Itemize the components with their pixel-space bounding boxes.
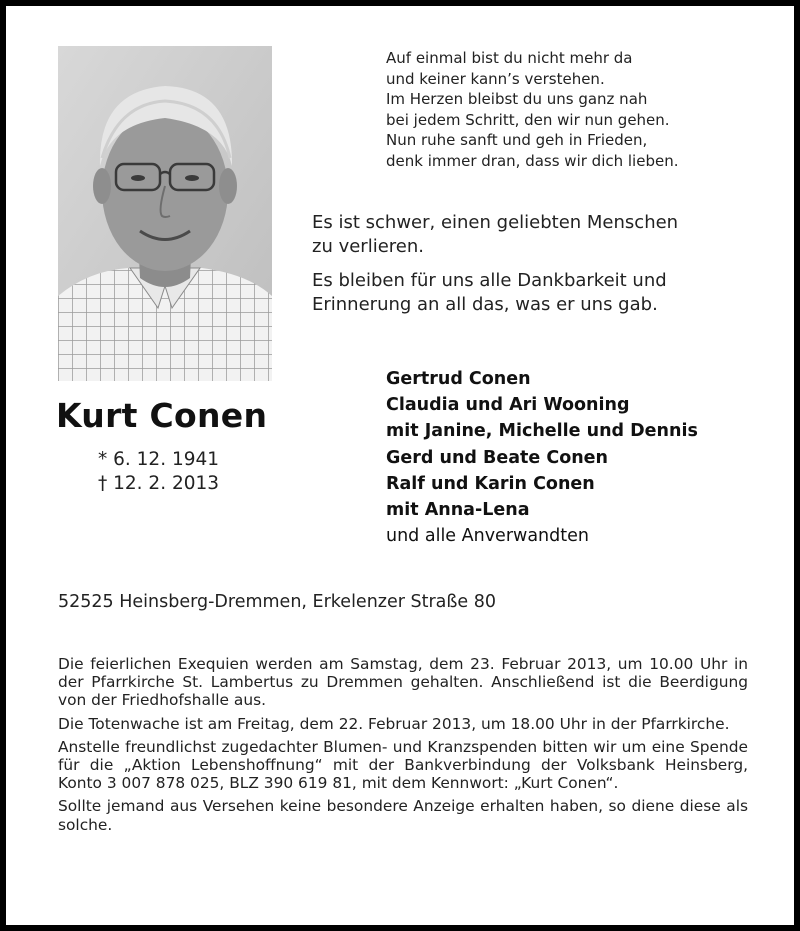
notice-paragraph: Sollte jemand aus Versehen keine besondere Anzeige erhalten haben, so diene diese als solche. <box>58 797 748 834</box>
quote-paragraph <box>312 211 678 259</box>
poem-line: denk immer dran, dass wir dich lieben. <box>386 151 679 170</box>
portrait-image <box>58 46 272 381</box>
mourner-entry: mit Anna-Lena <box>386 500 530 521</box>
notice-paragraph: Die Totenwache ist am Freitag, dem 22. Februar 2013, um 18.00 Uhr in der Pfarrkirche. <box>58 714 730 733</box>
obituary-notice <box>6 6 794 925</box>
notice-paragraph: Die feierlichen Exequien werden am Samstag, dem 23. Februar 2013, um 10.00 Uhr in der Pfarrkirche St. Lambertus zu Dremmen gehalten. Anschließend ist die Beerdigung von der Friedhofshalle aus. <box>58 655 748 710</box>
quote-paragraph <box>312 269 678 317</box>
birth-date: * 6. 12. 1941 <box>98 449 220 470</box>
poem-line: Auf einmal bist du nicht mehr da <box>386 49 633 67</box>
funeral-details <box>58 655 748 839</box>
poem-line: Im Herzen bleibst du uns ganz nah <box>386 90 648 108</box>
quote-line: Es ist schwer, einen geliebten Menschen <box>312 212 679 233</box>
poem-line: Nun ruhe sanft und geh in Frieden, <box>386 131 648 149</box>
quote-line: Es bleiben für uns alle Dankbarkeit und <box>312 270 667 291</box>
deceased-name: Kurt Conen <box>56 396 268 435</box>
mourner-entry: Gerd und Beate Conen <box>386 447 609 468</box>
condolence-quote <box>312 211 678 327</box>
poem-line: und keiner kann’s verstehen. <box>386 69 605 88</box>
memorial-poem <box>386 48 678 171</box>
notice-paragraph: Anstelle freundlichst zugedachter Blumen- und Kranzspenden bitten wir um eine Spende für die „Aktion Lebenshoffnung“ mit der Bankverbindung der Volksbank Heinsberg, Konto 3 007 878 025, BLZ 390 619 81, mit dem Kennwort: „Kurt Conen“. <box>58 737 748 793</box>
mourner-relatives: und alle Anverwandten <box>386 526 589 547</box>
quote-line: zu verlieren. <box>312 236 424 257</box>
poem-line: bei jedem Schritt, den wir nun gehen. <box>386 110 670 129</box>
mourner-entry: Gertrud Conen <box>386 369 531 389</box>
mourners-list <box>386 366 698 549</box>
death-date: † 12. 2. 2013 <box>98 473 220 494</box>
mourner-entry: mit Janine, Michelle und Dennis <box>386 421 698 442</box>
mourner-entry: Ralf und Karin Conen <box>386 473 595 494</box>
quote-line: Erinnerung an all das, was er uns gab. <box>312 294 658 315</box>
life-dates <box>98 448 219 496</box>
portrait-photo <box>58 46 272 381</box>
family-address: 52525 Heinsberg-Dremmen, Erkelenzer Straße 80 <box>58 592 497 612</box>
mourner-entry: Claudia und Ari Wooning <box>386 395 630 416</box>
